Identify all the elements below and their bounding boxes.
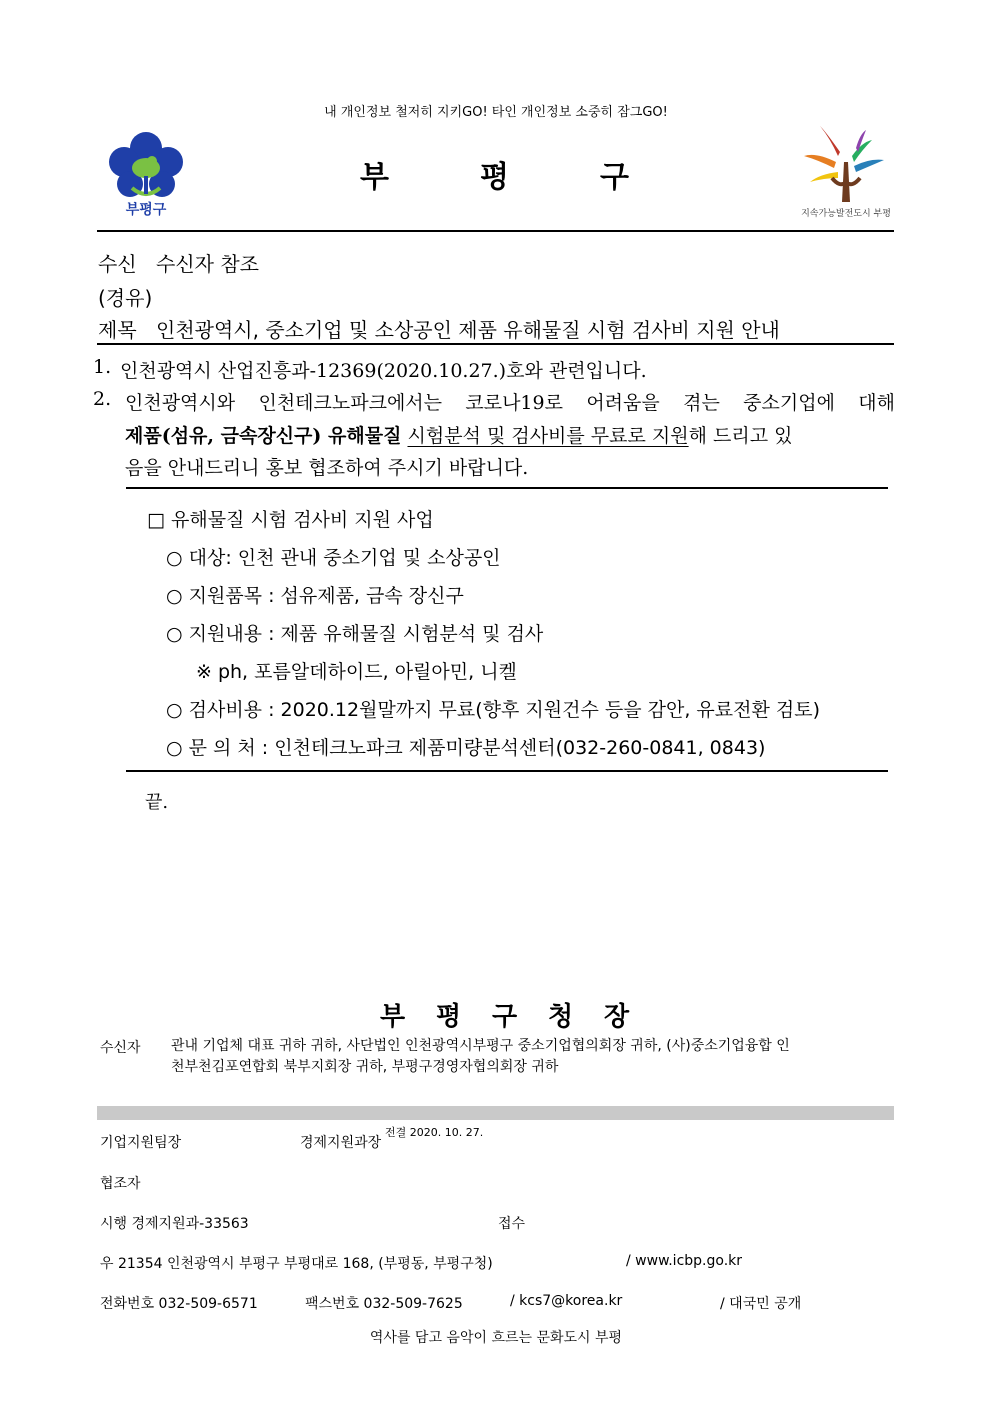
recipient-label: 수신 <box>98 252 137 276</box>
postal-address: 우 21354 인천광역시 부평구 부평대로 168, (부평동, 부평구청) <box>100 1256 493 1272</box>
logo-left-label: 부평구 <box>125 202 167 218</box>
team-lead-label: 기업지원팀장 <box>100 1135 182 1151</box>
footer-separator <box>97 1106 894 1120</box>
sustainable-city-logo <box>796 122 896 220</box>
paragraph-2-line-1: 인천광역시와 인천테크노파크에서는 코로나19로 어려움을 겪는 중소기업에 대해 <box>125 392 895 414</box>
sender-char: 구 <box>492 1002 518 1032</box>
box-item-products: ○ 지원품목 : 섬유제품, 금속 장신구 <box>166 585 464 607</box>
end-mark: 끝. <box>145 792 169 813</box>
public-disclosure: / 대국민 공개 <box>720 1296 802 1312</box>
privacy-slogan: 내 개인정보 철저히 지키GO! 타인 개인정보 소중히 잠그GO! <box>324 105 668 120</box>
recipients-line-1: 관내 기업체 대표 귀하 귀하, 사단법인 인천광역시부평구 중소기업협의회장 귀하, (사)중소기업융합 인 <box>171 1038 790 1054</box>
sender-char: 평 <box>436 1002 462 1032</box>
paragraph-1-number: 1. <box>93 356 112 378</box>
paragraph-1: 인천광역시 산업진흥과-12369(2020.10.27.)호와 관련입니다. <box>120 360 647 382</box>
sender-char: 청 <box>548 1002 574 1032</box>
box-item-cost: ○ 검사비용 : 2020.12월말까지 무료(향후 지원건수 등을 감안, 유료전환 검토) <box>166 699 820 721</box>
sender-char: 장 <box>604 1002 630 1032</box>
org-title-char: 부 <box>360 160 389 195</box>
org-title-char: 구 <box>600 160 629 195</box>
paragraph-2-line-2 <box>125 421 895 448</box>
box-item-note: ※ ph, 포름알데하이드, 아릴아민, 니켈 <box>196 661 517 683</box>
sender-title <box>380 996 640 1030</box>
logo-right-label: 지속가능발전도시 부평 <box>801 209 891 219</box>
paragraph-2-number: 2. <box>93 388 112 410</box>
sender-char: 부 <box>380 1002 406 1032</box>
decision-date: 전결 2020. 10. 27. <box>385 1126 484 1139</box>
receipt-label: 접수 <box>498 1216 526 1232</box>
recipients-line-2: 천부천김포연합회 북부지회장 귀하, 부평구경영자협의회장 귀하 <box>171 1059 559 1075</box>
org-title-char: 평 <box>480 160 509 195</box>
subject-value: 인천광역시, 중소기업 및 소상공인 제품 유해물질 시험 검사비 지원 안내 <box>156 318 780 342</box>
phone-number: 전화번호 032-509-6571 <box>100 1296 258 1312</box>
city-motto: 역사를 담고 음악이 흐르는 문화도시 부평 <box>369 1330 623 1346</box>
recipients-label: 수신자 <box>100 1040 141 1056</box>
email-link[interactable]: / kcs7@korea.kr <box>510 1293 623 1309</box>
box-item-content: ○ 지원내용 : 제품 유해물질 시험분석 및 검사 <box>166 623 544 645</box>
highlight-products: 제품(섬유, 금속장신구) 유해물질 <box>125 425 402 447</box>
recipient-value: 수신자 참조 <box>156 252 259 276</box>
box-item-target: ○ 대상: 인천 관내 중소기업 및 소상공인 <box>166 547 501 569</box>
cooperator-label: 협조자 <box>100 1176 141 1192</box>
via-label: (경유) <box>98 286 153 310</box>
highlight-free-support: 시험분석 및 검사비를 무료로 지원 <box>407 425 689 447</box>
manager-label: 경제지원과장 <box>300 1135 382 1151</box>
enforcement-number: 시행 경제지원과-33563 <box>100 1216 249 1232</box>
paragraph-2-line-3: 음을 안내드리니 홍보 협조하여 주시기 바랍니다. <box>125 457 529 479</box>
fax-number: 팩스번호 032-509-7625 <box>305 1296 463 1312</box>
box-item-contact: ○ 문 의 처 : 인천테크노파크 제품미량분석센터(032-260-0841, 0843) <box>166 737 766 759</box>
website-link[interactable]: / www.icbp.go.kr <box>626 1253 743 1269</box>
box-title: □ 유해물질 시험 검사비 지원 사업 <box>147 509 434 531</box>
paragraph-2-line-2-rest: 해 드리고 있 <box>688 425 793 447</box>
subject-label: 제목 <box>98 318 137 342</box>
bupyeong-logo <box>100 128 192 220</box>
